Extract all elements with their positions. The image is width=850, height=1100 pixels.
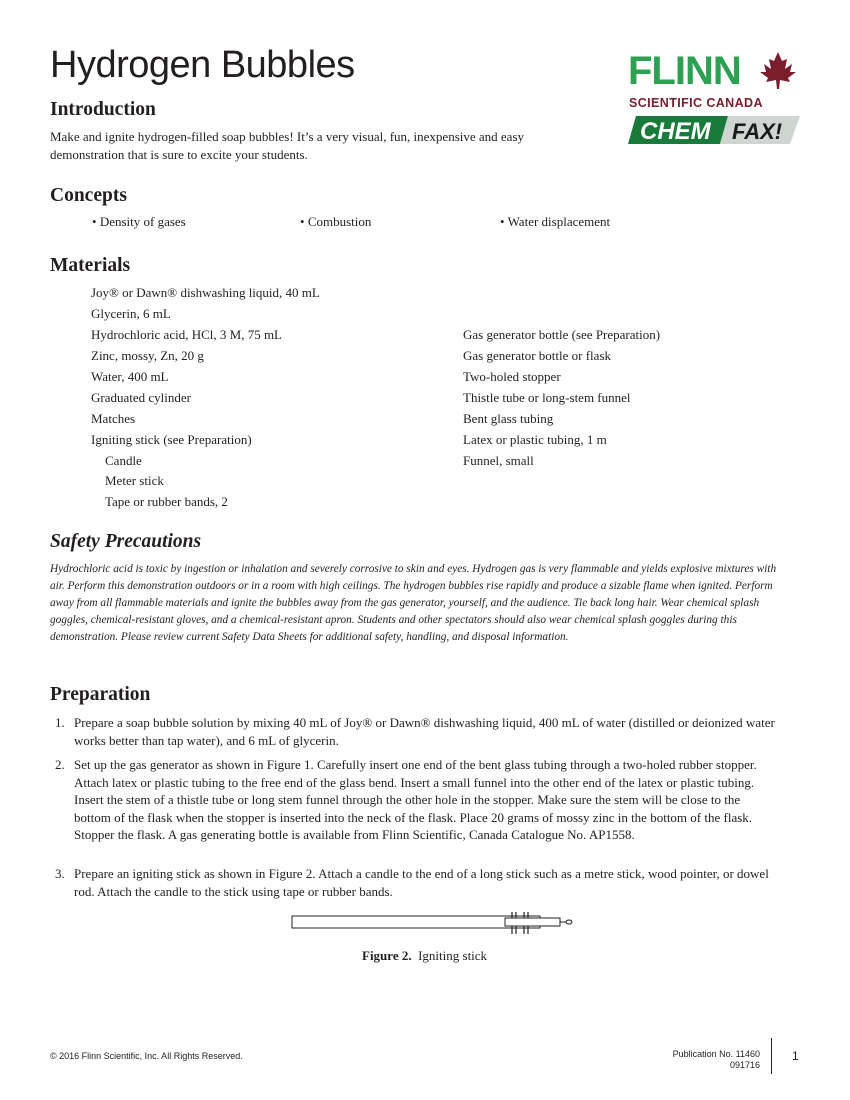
footer-divider (771, 1038, 772, 1074)
material-item: Water, 400 mL (91, 369, 169, 384)
maple-leaf-icon (760, 52, 796, 89)
flinn-logo (628, 48, 800, 152)
material-subitem: Tape or rubber bands, 2 (105, 494, 228, 509)
page-number: 1 (792, 1049, 799, 1063)
publication-code: 091716 (729, 1060, 760, 1070)
material-item: Igniting stick (see Preparation) (91, 432, 252, 447)
intro-heading: Introduction (50, 99, 156, 120)
material-item: Gas generator bottle (see Preparation) (463, 327, 661, 342)
material-item: Joy® or Dawn® dishwashing liquid, 40 mL (91, 285, 320, 300)
step-text: Prepare an igniting stick as shown in Figure 2. Attach a candle to the end of a long stick such as a metre stick, wood pointer, or dowel rod. Attach the candle to the stick using tape or rubber bands. (74, 866, 769, 899)
safety-heading: Safety Precautions (50, 531, 202, 552)
step-text: Set up the gas generator as shown in Figure 1. Carefully insert one end of the bent glass tubing through a two-holed rubber stopper. Attach latex or plastic tubing to the free end of the glass bend. Insert a small funnel into the other end of the latex or plastic tubing. Insert the stem of a thistle tube or long stem funnel through the other hole in the stopper. Make sure the stem will be close to the bottom of the flask when the stopper is inserted into the neck of the flask. Place 20 grams of mossy zinc in the bottom of the flask. Stopper the flask. A gas generating bottle is available from Flinn Scientific, Canada Catalogue No. AP1558. (74, 757, 757, 842)
material-item: Hydrochloric acid, HCl, 3 M, 75 mL (91, 327, 282, 342)
material-item: Latex or plastic tubing, 1 m (463, 432, 607, 447)
material-item: Zinc, mossy, Zn, 20 g (91, 348, 204, 363)
page-title: Hydrogen Bubbles (50, 44, 355, 86)
step-text: Prepare a soap bubble solution by mixing 40 mL of Joy® or Dawn® dishwashing liquid, 400 mL of water (distilled or deionized water works better than tap water), and 6 mL of glycerin. (74, 715, 775, 748)
concept-item: • Water displacement (500, 214, 611, 229)
publication-number: Publication No. 11460 (672, 1049, 760, 1059)
material-item: Graduated cylinder (91, 390, 191, 405)
material-subitem: Meter stick (105, 473, 164, 488)
figure-caption (362, 948, 487, 964)
figure-label: Figure 2. (362, 948, 412, 963)
step-number: 2. (55, 757, 65, 772)
logo-badge-right: FAX! (732, 119, 783, 144)
material-subitem: Candle (105, 453, 142, 468)
material-item: Glycerin, 6 mL (91, 306, 171, 321)
materials-heading: Materials (50, 255, 131, 276)
figure-caption-text: Igniting stick (418, 948, 488, 963)
copyright: © 2016 Flinn Scientific, Inc. All Rights Reserved. (50, 1051, 243, 1061)
concept-item: • Combustion (300, 214, 372, 229)
preparation-step (50, 865, 780, 900)
publication-info (660, 1049, 760, 1071)
concept-item: • Density of gases (92, 214, 186, 229)
step-number: 1. (55, 715, 65, 730)
safety-text: Hydrochloric acid is toxic by ingestion or inhalation and severely corrosive to skin and eyes. Hydrogen gas is very flammable and yields explosive mixtures with air. Perform this demonstration outdoors or in a room with high ceilings. The hydrogen bubbles rise rapidly and produce a sizable flame when ignited. Perform away from all flammable materials and ignite the bubbles away from the gas generator, yourself, and the audience. Tie back long hair. Wear chemical splash goggles, chemical-resistant gloves, and a chemical-resistant apron. Students and other spectators should also wear chemical splash goggles during this demonstration. Please review current Safety Data Sheets for additional safety, handling, and disposal information. (50, 563, 777, 643)
intro-line-1: Make and ignite hydrogen-filled soap bubbles! It’s a very visual, fun, inexpensive and easy (50, 129, 525, 144)
preparation-heading: Preparation (50, 684, 151, 705)
preparation-step (50, 714, 780, 749)
chemfax-badge (628, 116, 800, 148)
step-number: 3. (55, 866, 65, 881)
material-item: Two-holed stopper (463, 369, 561, 384)
material-item: Bent glass tubing (463, 411, 554, 426)
concepts-heading: Concepts (50, 185, 127, 206)
preparation-step (50, 756, 780, 844)
logo-brand-text: FLINN (628, 49, 741, 93)
logo-sub-text: SCIENTIFIC CANADA (629, 96, 763, 110)
material-item: Gas generator bottle or flask (463, 348, 612, 363)
intro-line-2: demonstration that is sure to excite your students. (50, 147, 308, 162)
logo-badge-left: CHEM (640, 118, 711, 145)
material-item: Funnel, small (463, 453, 534, 468)
igniting-stick-figure (290, 910, 580, 936)
material-item: Matches (91, 411, 136, 426)
material-item: Thistle tube or long-stem funnel (463, 390, 631, 405)
